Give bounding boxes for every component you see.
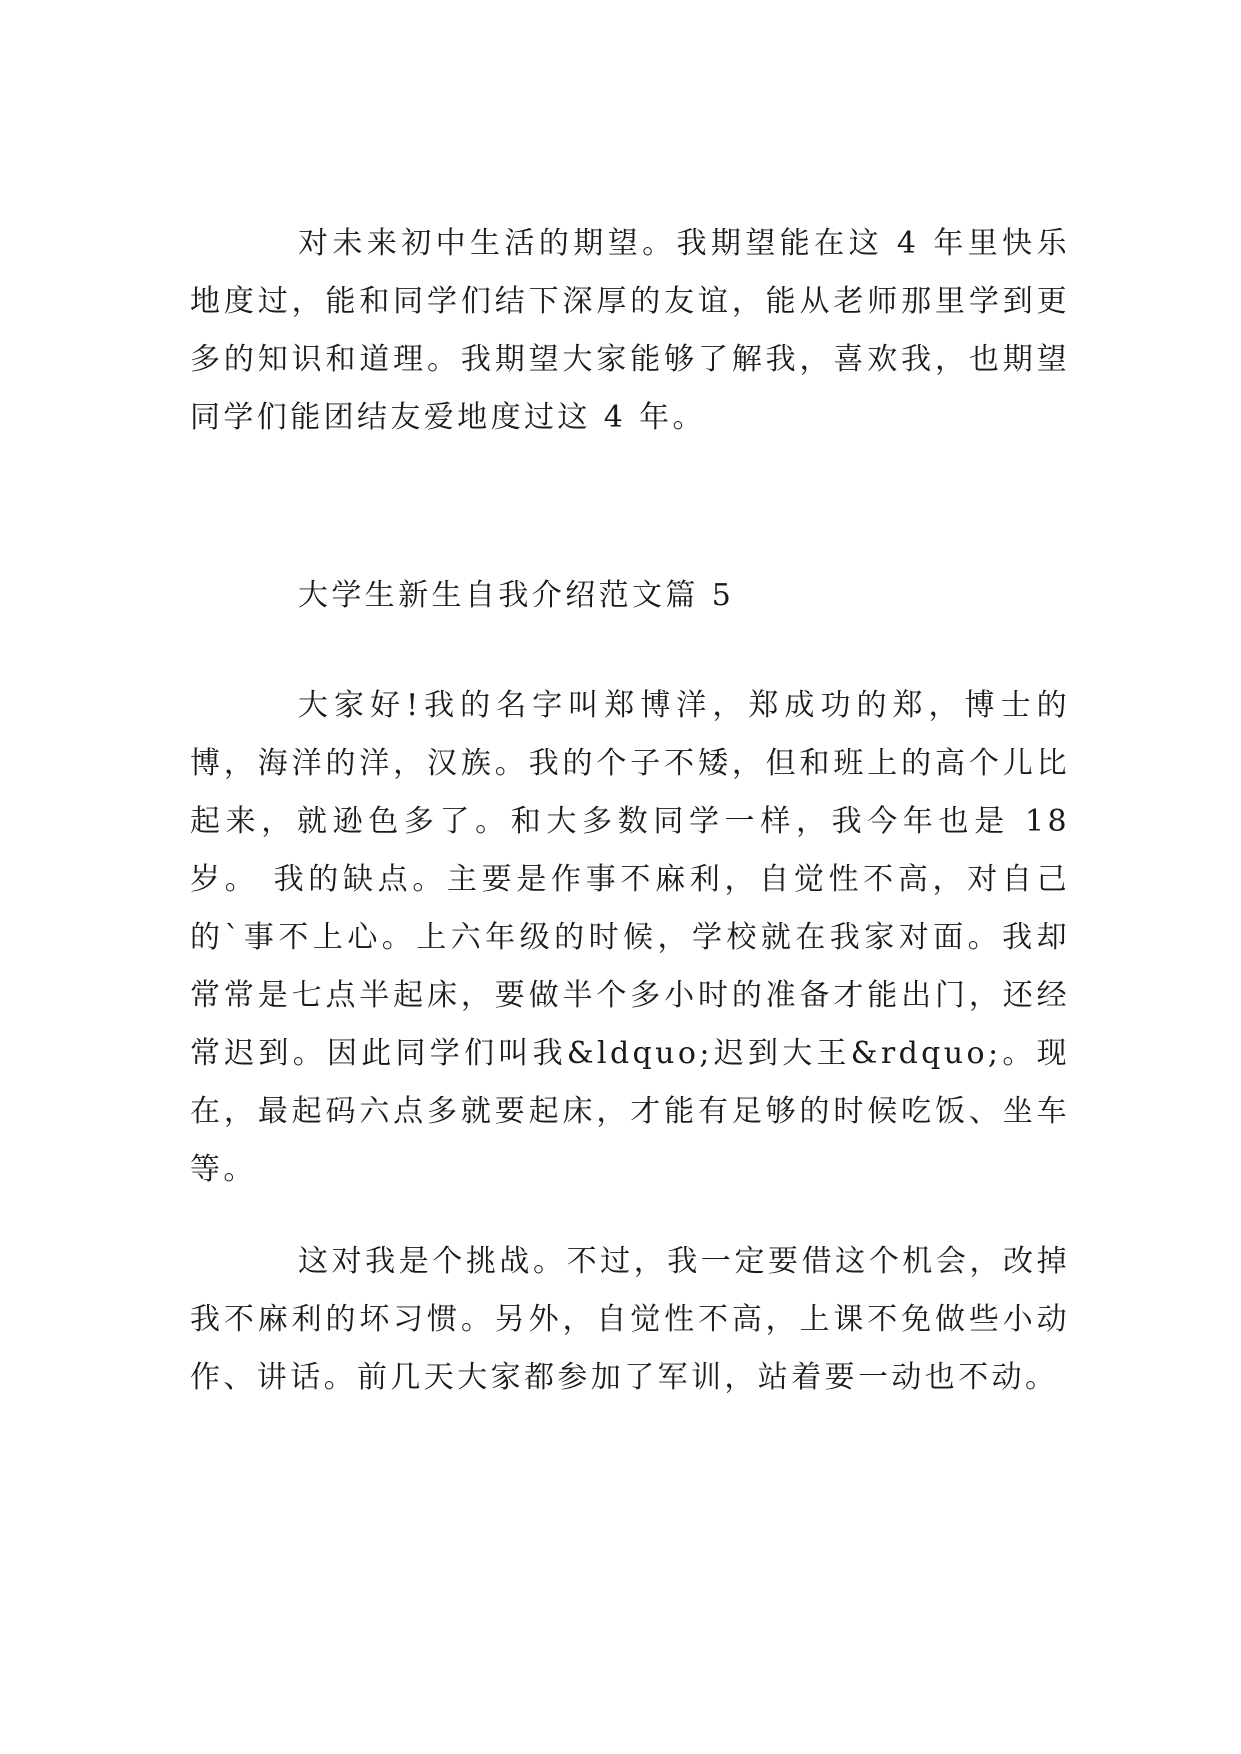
paragraph-self-introduction: 大家好!我的名字叫郑博洋，郑成功的郑，博士的博，海洋的洋，汉族。我的个子不矮，但和班上的高个儿比起来，就逊色多了。和大多数同学一样，我今年也是 18 岁。 我的缺点。主要是作事不麻利，自觉性不高，对自己的`事不上心。上六年级的时候，学校就在我家对面。我却常常是七点半起床，要做半个多小时的准备才能出门，还经常迟到。因此同学们叫我&ldquo;迟到大王&rdquo;。现在，最起码六点多就要起床，才能有足够的时候吃饭、坐车等。 [190,688,1070,1187]
paragraph-challenge: 这对我是个挑战。不过，我一定要借这个机会，改掉我不麻利的坏习惯。另外，自觉性不高，上课不免做些小动作、讲话。前几天大家都参加了军训，站着要一动也不动。 [190,1244,1070,1395]
paragraph-expectations: 对未来初中生活的期望。我期望能在这 4 年里快乐地度过，能和同学们结下深厚的友谊，能从老师那里学到更多的知识和道理。我期望大家能够了解我，喜欢我，也期望同学们能团结友爱地度过这 4 年。 [190,226,1070,435]
section-heading: 大学生新生自我介绍范文篇 5 [298,578,735,613]
